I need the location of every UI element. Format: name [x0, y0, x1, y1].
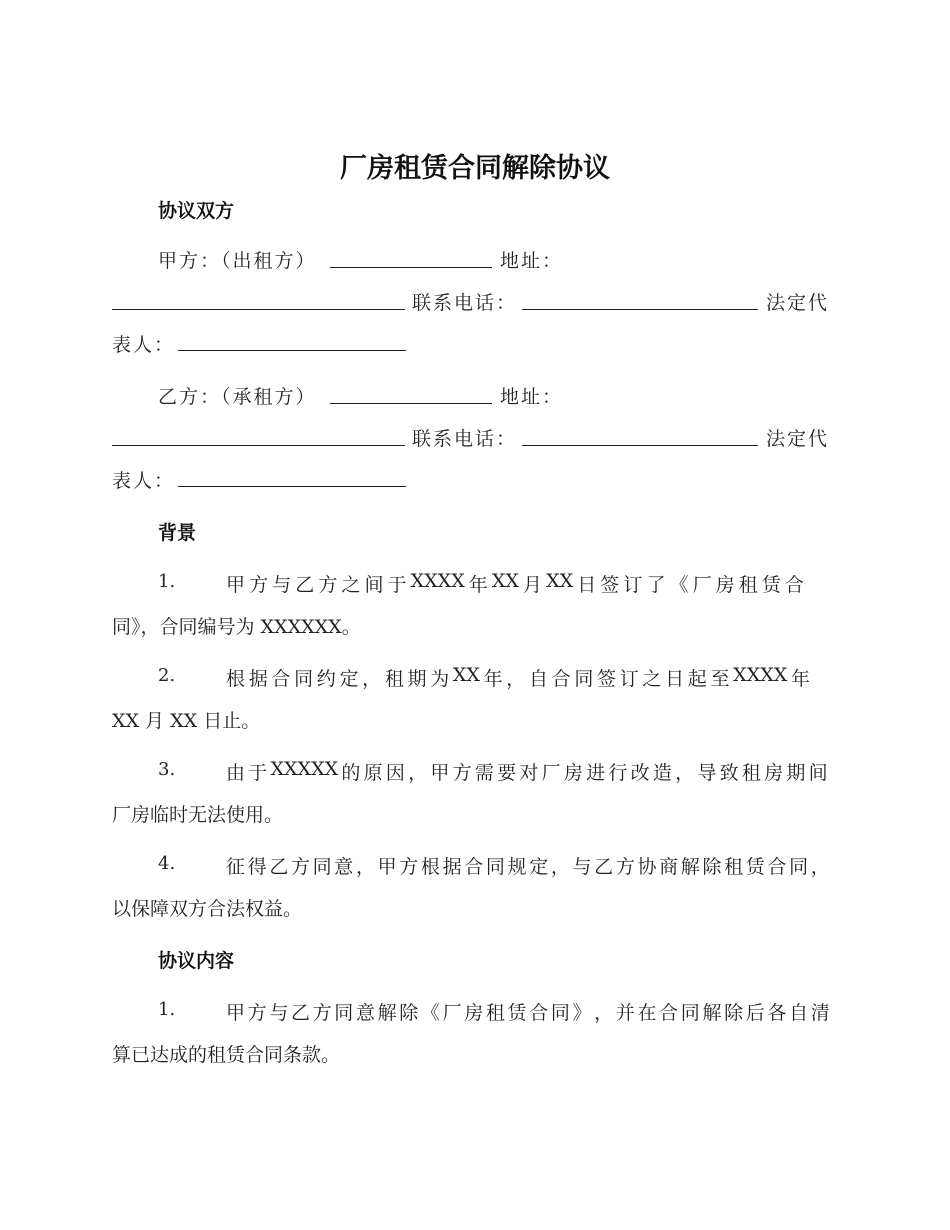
- party-b-rep-label-cont: 表人：: [112, 470, 176, 492]
- party-a-phone-label: 联系电话：: [412, 292, 518, 314]
- background-item-2-number: 2.: [158, 665, 176, 686]
- party-a-rep-label-cont: 表人：: [112, 334, 176, 356]
- section-heading-parties: 协议双方: [158, 200, 235, 222]
- background-item-3-number: 3.: [158, 759, 176, 780]
- background-item-2-line-2: XX 月 XX 日止。: [112, 710, 261, 732]
- party-b-rep-label: 法定代: [766, 428, 830, 450]
- party-a-phone-blank[interactable]: [522, 309, 758, 310]
- background-item-1-line-2: 同》，合同编号为 XXXXXX。: [112, 616, 361, 638]
- background-item-3-line-2: 厂房临时无法使用。: [112, 804, 284, 826]
- background-item-4-line-1: 征 得 乙 方 同 意 ， 甲 方 根 据 合 同 规 定 ， 与 乙 方 协 商 解 除 租 赁 合 同 ，: [226, 856, 830, 878]
- background-item-1-line-1: 甲 方 与 乙 方 之 间 于 XXXX 年 XX 月 XX 日 签 订 了 《 厂 房 租 赁 合: [226, 570, 804, 596]
- section-heading-content: 协议内容: [158, 950, 235, 972]
- background-item-4-line-2: 以保障双方合法权益。: [112, 898, 303, 920]
- background-item-1-number: 1.: [158, 571, 176, 592]
- background-item-2-line-1: 根 据 合 同 约 定 ， 租 期 为 XX 年 ， 自 合 同 签 订 之 日 起 至 XXXX 年: [226, 664, 810, 690]
- party-b-label: 乙方：（承租方）: [158, 386, 317, 408]
- party-a-address-blank[interactable]: [112, 309, 405, 310]
- party-b-phone-label: 联系电话：: [412, 428, 518, 450]
- party-a-address-label: 地址：: [500, 250, 564, 272]
- party-a-rep-blank[interactable]: [178, 350, 406, 351]
- party-b-rep-blank[interactable]: [178, 486, 406, 487]
- party-b-name-blank[interactable]: [330, 403, 492, 404]
- document-title: 厂房租赁合同解除协议: [340, 153, 610, 184]
- background-item-4-number: 4.: [158, 853, 176, 874]
- party-b-address-blank[interactable]: [112, 445, 405, 446]
- party-b-address-label: 地址：: [500, 386, 564, 408]
- content-item-1-number: 1.: [158, 999, 176, 1020]
- party-a-rep-label: 法定代: [766, 292, 830, 314]
- content-item-1-line-1: 甲 方 与 乙 方 同 意 解 除 《 厂 房 租 赁 合 同 》 ， 并 在 合 同 解 除 后 各 自 清: [226, 1002, 830, 1024]
- party-b-phone-blank[interactable]: [522, 445, 758, 446]
- party-a-name-blank[interactable]: [330, 267, 492, 268]
- party-a-label: 甲方：（出租方）: [158, 250, 317, 272]
- background-item-3-line-1: 由 于 XXXXX 的 原 因 ， 甲 方 需 要 对 厂 房 进 行 改 造 ， 导 致 租 房 期 间: [226, 758, 828, 784]
- section-heading-background: 背景: [158, 522, 197, 544]
- content-item-1-line-2: 算已达成的租赁合同条款。: [112, 1044, 341, 1066]
